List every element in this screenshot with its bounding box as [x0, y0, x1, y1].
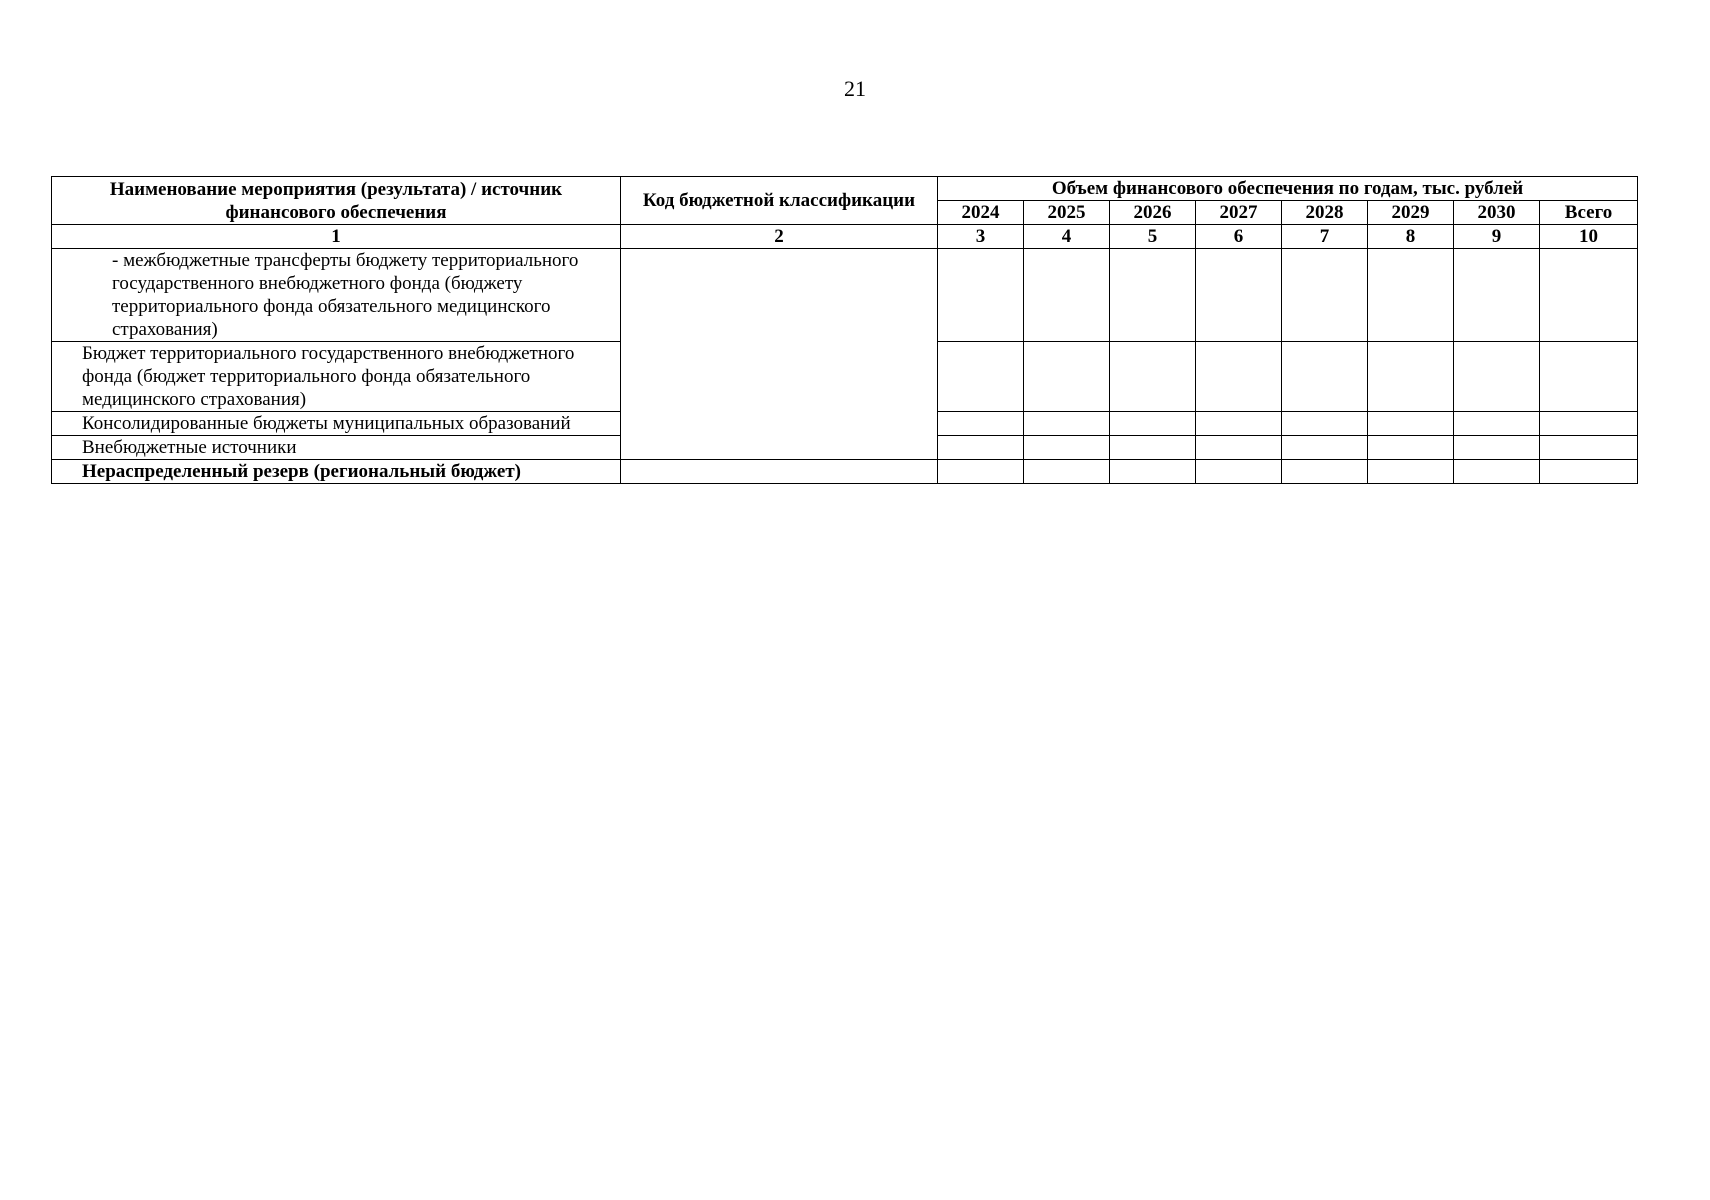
value-cell	[1368, 460, 1454, 484]
value-cell	[1110, 249, 1196, 342]
value-cell	[1282, 342, 1368, 412]
name-column-header: Наименование мероприятия (результата) / источник финансового обеспечения	[52, 177, 621, 225]
row-name: Внебюджетные источники	[52, 436, 621, 460]
row-name: Нераспределенный резерв (региональный бюджет)	[52, 460, 621, 484]
value-cell	[1282, 412, 1368, 436]
header-row	[52, 177, 1638, 201]
year-header: 2029	[1368, 201, 1454, 225]
value-cell	[1024, 342, 1110, 412]
table-row	[52, 249, 1638, 342]
year-header: 2030	[1454, 201, 1540, 225]
value-cell	[1196, 249, 1282, 342]
column-number: 4	[1024, 225, 1110, 249]
value-cell	[1196, 436, 1282, 460]
year-header: 2026	[1110, 201, 1196, 225]
column-number: 7	[1282, 225, 1368, 249]
value-cell	[1282, 436, 1368, 460]
value-cell	[938, 249, 1024, 342]
row-name: Консолидированные бюджеты муниципальных образований	[52, 412, 621, 436]
row-name: Бюджет территориального государственного внебюджетного фонда (бюджет территориального фонда обязательного медицинского страхования)	[52, 342, 621, 412]
financing-table	[51, 176, 1638, 484]
column-number: 6	[1196, 225, 1282, 249]
value-cell	[1454, 436, 1540, 460]
year-header: 2024	[938, 201, 1024, 225]
code-column-header: Код бюджетной классификации	[621, 177, 938, 225]
value-cell	[1110, 412, 1196, 436]
value-cell	[1368, 436, 1454, 460]
value-cell	[1110, 436, 1196, 460]
year-header: 2028	[1282, 201, 1368, 225]
value-cell	[938, 460, 1024, 484]
row-name: - межбюджетные трансферты бюджету территориального государственного внебюджетного фонда (бюджету территориального фонда обязательного медицинского страхования)	[52, 249, 621, 342]
column-number: 9	[1454, 225, 1540, 249]
value-cell	[1454, 460, 1540, 484]
total-cell	[1540, 342, 1638, 412]
year-header: 2025	[1024, 201, 1110, 225]
column-number: 8	[1368, 225, 1454, 249]
value-cell	[1196, 412, 1282, 436]
value-cell	[1024, 436, 1110, 460]
value-cell	[1368, 249, 1454, 342]
value-cell	[1110, 460, 1196, 484]
value-cell	[1368, 342, 1454, 412]
volume-header: Объем финансового обеспечения по годам, тыс. рублей	[938, 177, 1638, 201]
value-cell	[1024, 412, 1110, 436]
value-cell	[1454, 249, 1540, 342]
column-number: 1	[52, 225, 621, 249]
total-cell	[1540, 412, 1638, 436]
value-cell	[1024, 460, 1110, 484]
value-cell	[1368, 412, 1454, 436]
total-cell	[1540, 249, 1638, 342]
total-header: Всего	[1540, 201, 1638, 225]
total-cell	[1540, 460, 1638, 484]
column-number: 2	[621, 225, 938, 249]
page-number: 21	[844, 76, 866, 101]
value-cell	[938, 436, 1024, 460]
value-cell	[1196, 460, 1282, 484]
table-row	[52, 460, 1638, 484]
value-cell	[938, 412, 1024, 436]
value-cell	[1454, 412, 1540, 436]
budget-code-cell	[621, 460, 938, 484]
column-number: 3	[938, 225, 1024, 249]
column-number: 10	[1540, 225, 1638, 249]
year-header: 2027	[1196, 201, 1282, 225]
value-cell	[1282, 249, 1368, 342]
value-cell	[938, 342, 1024, 412]
value-cell	[1196, 342, 1282, 412]
value-cell	[1454, 342, 1540, 412]
column-numbers-row	[52, 225, 1638, 249]
value-cell	[1110, 342, 1196, 412]
total-cell	[1540, 436, 1638, 460]
column-number: 5	[1110, 225, 1196, 249]
budget-code-cell	[621, 249, 938, 460]
value-cell	[1282, 460, 1368, 484]
value-cell	[1024, 249, 1110, 342]
